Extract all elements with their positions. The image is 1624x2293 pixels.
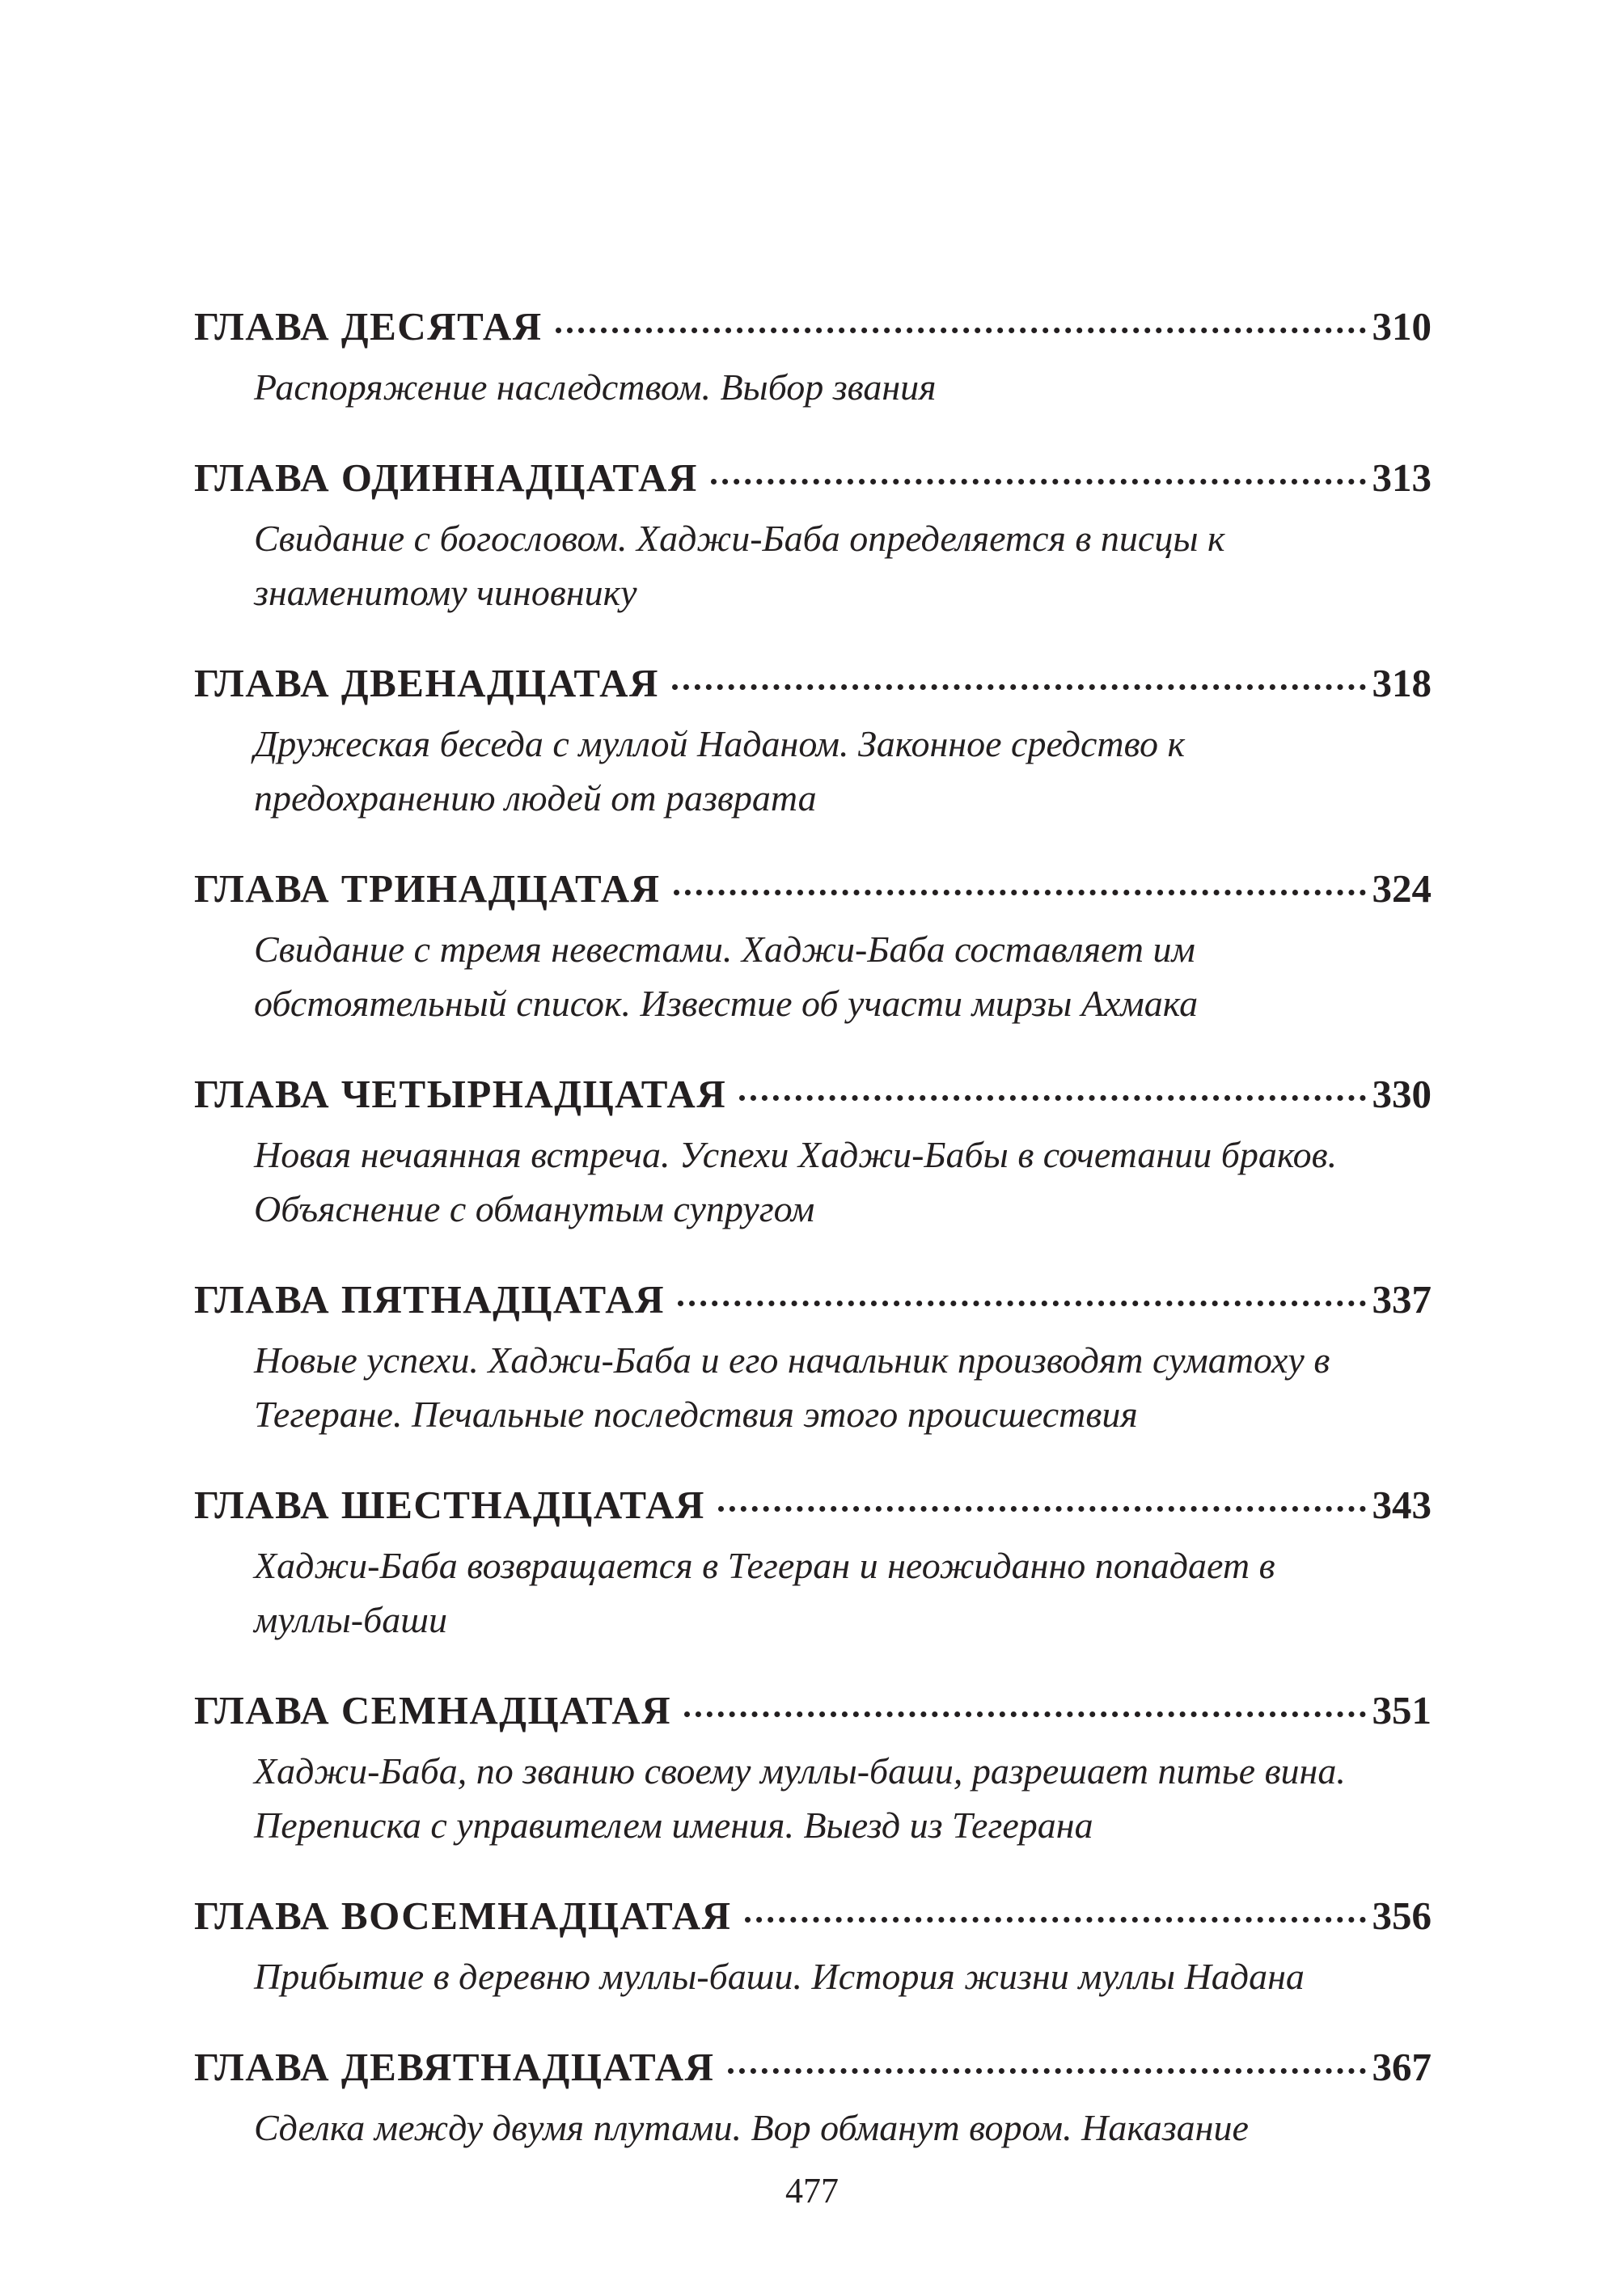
toc-entry[interactable]: [194, 1482, 1432, 1647]
dot-leader: [684, 1711, 1365, 1717]
dot-leader: [711, 479, 1366, 484]
chapter-title: ГЛАВА ОДИННАДЦАТАЯ: [194, 455, 698, 500]
page-folio: 477: [785, 2171, 839, 2211]
chapter-description: Дружеская беседа с муллой Наданом. Законное средство к предохранению людей от разврата: [254, 723, 1186, 819]
toc-entry-heading: [194, 2044, 1432, 2101]
dot-leader: [678, 1301, 1365, 1306]
chapter-title: ГЛАВА ТРИНАДЦАТАЯ: [194, 866, 661, 911]
toc-entry-heading: [194, 660, 1432, 717]
toc-entry[interactable]: [194, 1071, 1432, 1236]
page-number: 318: [1372, 661, 1432, 705]
page-number: 351: [1372, 1688, 1432, 1732]
toc-entry[interactable]: [194, 865, 1432, 1030]
page-number: 343: [1372, 1483, 1432, 1527]
page-number: 313: [1372, 455, 1432, 500]
chapter-title: ГЛАВА ВОСЕМНАДЦАТАЯ: [194, 1893, 732, 1938]
dot-leader: [672, 684, 1366, 690]
chapter-description: Новые успехи. Хаджи-Баба и его начальник производят суматоху в Тегеране. Печальные последствия этого происшествия: [254, 1339, 1330, 1435]
dot-leader: [556, 328, 1366, 333]
toc-entry[interactable]: [194, 660, 1432, 825]
chapter-title: ГЛАВА СЕМНАДЦАТАЯ: [194, 1688, 672, 1732]
dot-leader: [745, 1917, 1366, 1923]
page-number: 330: [1372, 1072, 1432, 1116]
toc-entry[interactable]: [194, 303, 1432, 414]
toc-entry-heading: [194, 455, 1432, 511]
dot-leader: [718, 1506, 1366, 1512]
chapter-description: Сделка между двумя плутами. Вор обманут вором. Наказание: [254, 2107, 1249, 2148]
page-number: 367: [1372, 2045, 1432, 2089]
dot-leader: [728, 2068, 1366, 2074]
chapter-title: ГЛАВА ДВЕНАДЦАТАЯ: [194, 661, 659, 705]
chapter-description: Прибытие в деревню муллы-баши. История жизни муллы Надана: [254, 1956, 1305, 1997]
toc-entry[interactable]: [194, 455, 1432, 620]
toc-entry-heading: [194, 1893, 1432, 1949]
chapter-description: Хаджи-Баба, по званию своему муллы-баши, разрешает питье вина. Переписка с управителем имения. Выезд из Тегерана: [254, 1750, 1346, 1846]
toc-entry-heading: [194, 1482, 1432, 1538]
toc-entry[interactable]: [194, 2044, 1432, 2155]
chapter-title: ГЛАВА ПЯТНАДЦАТАЯ: [194, 1277, 666, 1322]
toc-entry-heading: [194, 865, 1432, 922]
chapter-title: ГЛАВА ДЕСЯТАЯ: [194, 304, 543, 349]
page-number: 337: [1372, 1277, 1432, 1322]
dot-leader: [674, 890, 1366, 895]
toc-entry-heading: [194, 1687, 1432, 1744]
toc-entry[interactable]: [194, 1687, 1432, 1852]
toc-entry[interactable]: [194, 1276, 1432, 1441]
chapter-description: Свидание с тремя невестами. Хаджи-Баба составляет им обстоятельный список. Известие об участи мирзы Ахмака: [254, 929, 1199, 1024]
chapter-description: Новая нечаянная встреча. Успехи Хаджи-Бабы в сочетании браков. Объяснение с обманутым супругом: [254, 1134, 1338, 1229]
page-number: 356: [1372, 1893, 1432, 1938]
page-number: 324: [1372, 866, 1432, 911]
table-of-contents: [194, 303, 1432, 2195]
page-number: 310: [1372, 304, 1432, 349]
chapter-title: ГЛАВА ШЕСТНАДЦАТАЯ: [194, 1483, 705, 1527]
chapter-title: ГЛАВА ДЕВЯТНАДЦАТАЯ: [194, 2045, 715, 2089]
chapter-description: Свидание с богословом. Хаджи-Баба определяется в писцы к знаменитому чиновнику: [254, 518, 1225, 613]
chapter-description: Распоряжение наследством. Выбор звания: [254, 366, 937, 408]
toc-entry-heading: [194, 303, 1432, 360]
chapter-description: Хаджи-Баба возвращается в Тегеран и неожиданно попадает в муллы-баши: [254, 1545, 1275, 1640]
toc-entry-heading: [194, 1071, 1432, 1127]
dot-leader: [739, 1095, 1365, 1101]
toc-entry-heading: [194, 1276, 1432, 1333]
toc-entry[interactable]: [194, 1893, 1432, 2003]
chapter-title: ГЛАВА ЧЕТЫРНАДЦАТАЯ: [194, 1072, 727, 1116]
